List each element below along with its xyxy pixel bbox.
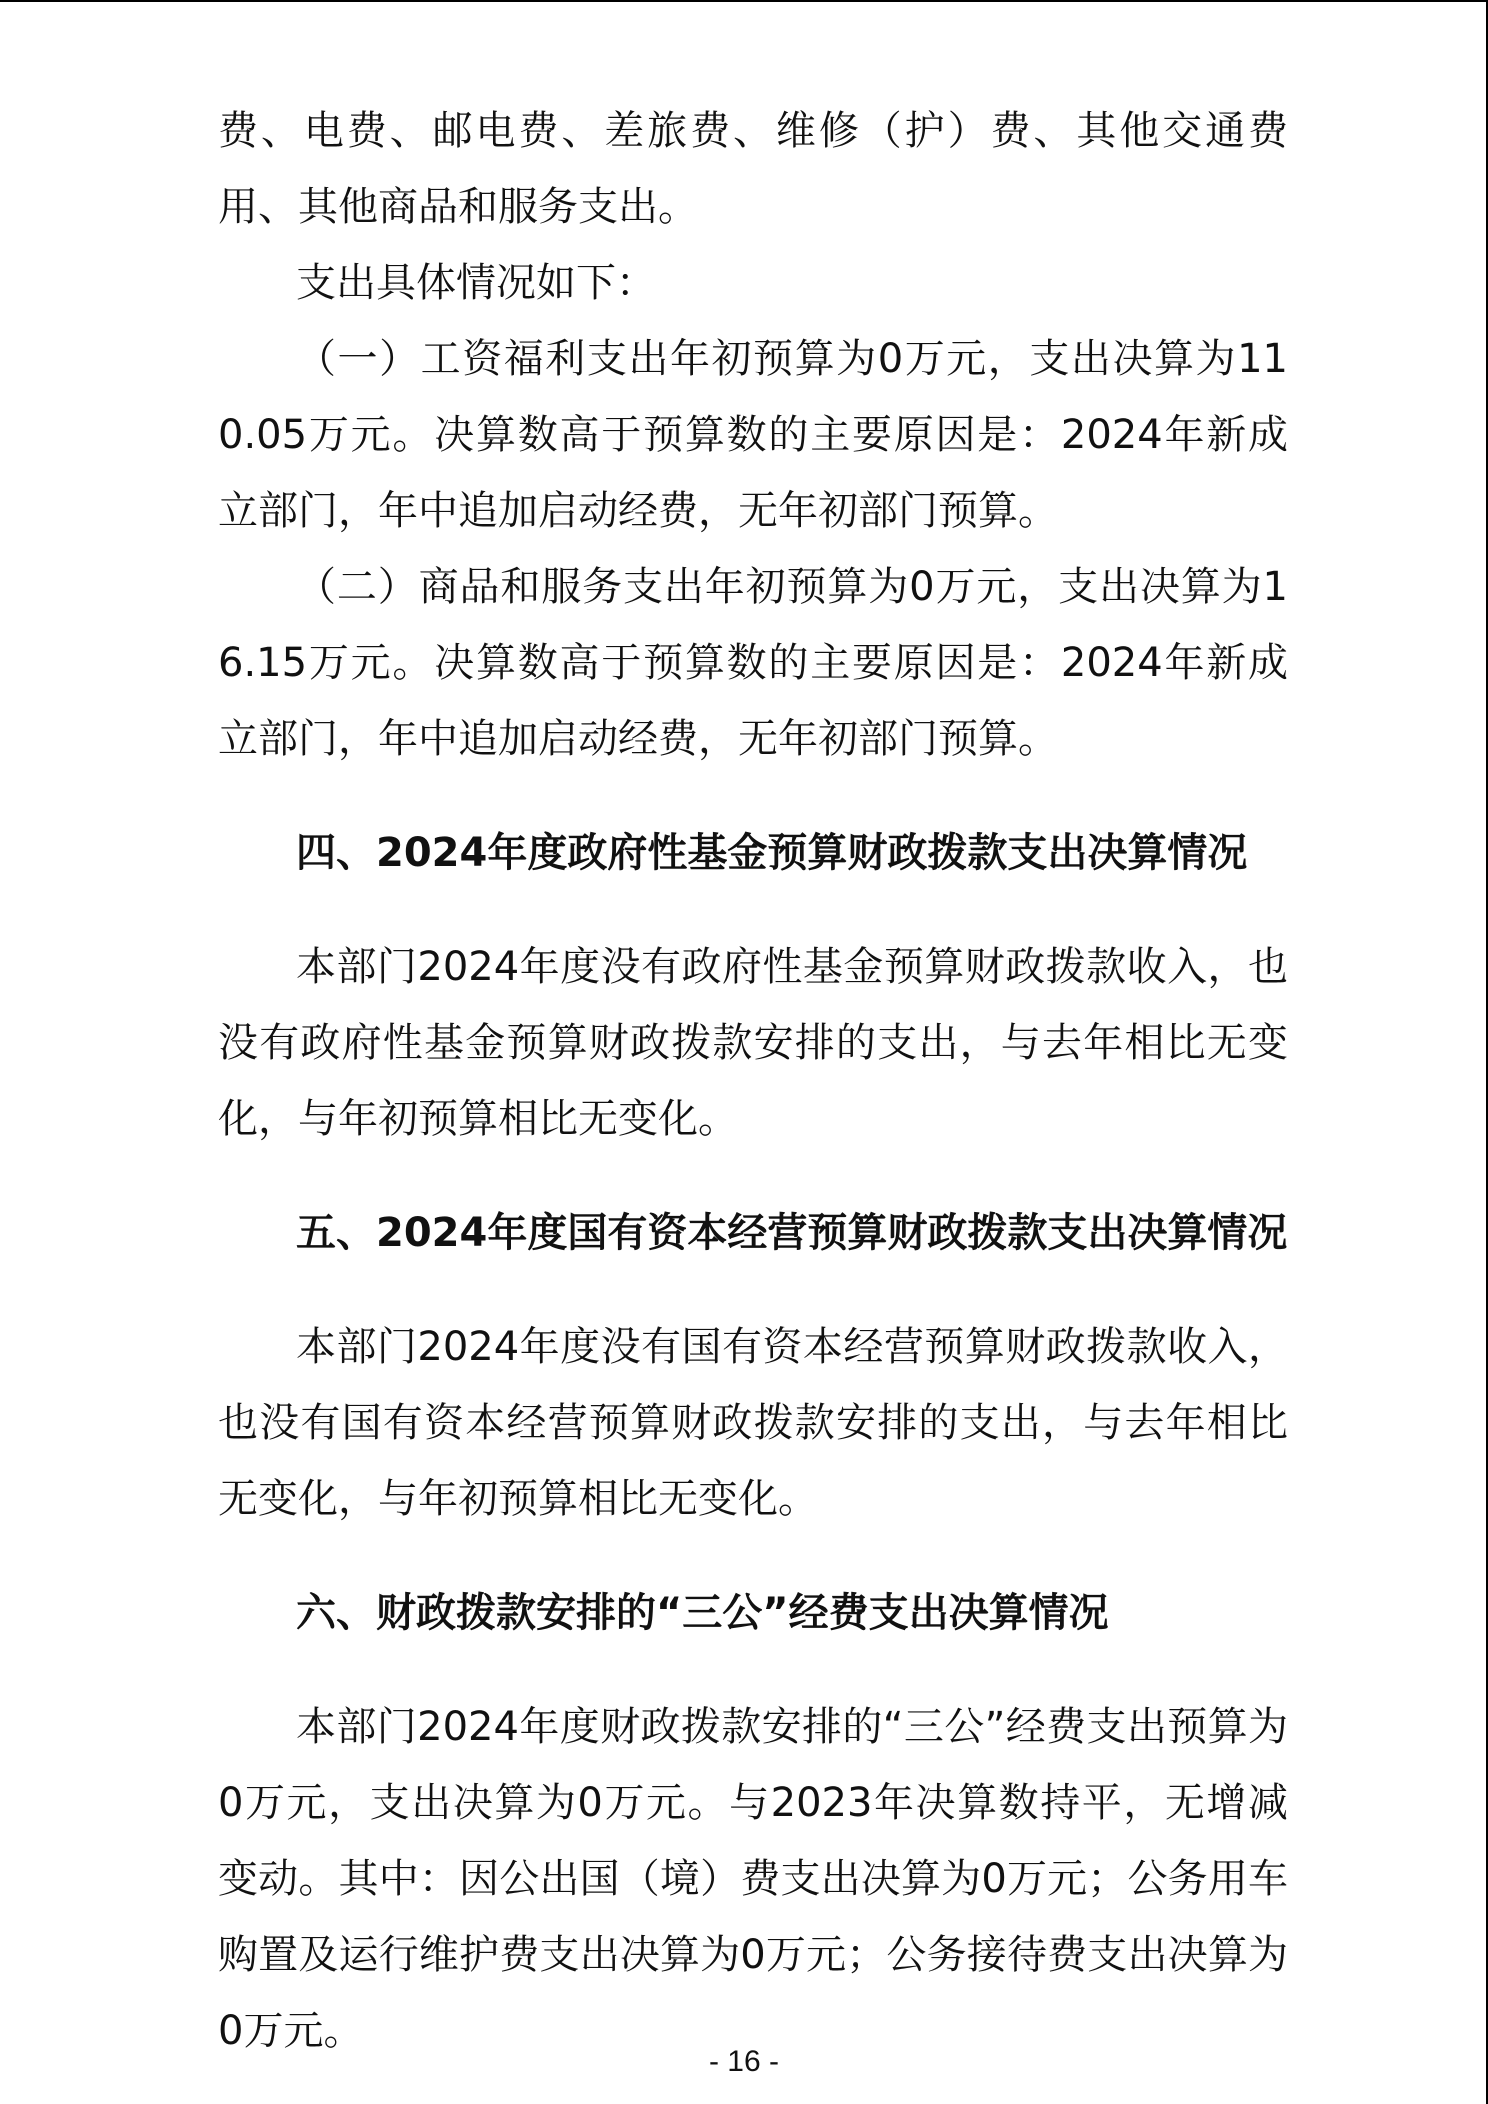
paragraph-government-fund: 本部门2024年度没有政府性基金预算财政拨款收入，也没有政府性基金预算财政拨款安排的支出，与去年相比无变化，与年初预算相比无变化。 xyxy=(218,944,1288,1142)
heading-three-public: 六、财政拨款安排的“三公”经费支出决算情况 xyxy=(296,1590,1109,1636)
heading-government-fund: 四、2024年度政府性基金预算财政拨款支出决算情况 xyxy=(296,830,1248,876)
document-body xyxy=(218,93,1288,2069)
page-number: - 16 - xyxy=(708,2045,780,2078)
heading-state-capital: 五、2024年度国有资本经营预算财政拨款支出决算情况 xyxy=(296,1210,1288,1256)
paragraph-goods-services: （二）商品和服务支出年初预算为0万元，支出决算为16.15万元。决算数高于预算数的主要原因是：2024年新成立部门，年中追加启动经费，无年初部门预算。 xyxy=(218,564,1288,762)
paragraph-continuation: 费、电费、邮电费、差旅费、维修（护）费、其他交通费用、其他商品和服务支出。 xyxy=(218,108,1288,230)
paragraph-expense-intro: 支出具体情况如下： xyxy=(296,260,656,306)
paragraph-salary-welfare: （一）工资福利支出年初预算为0万元，支出决算为110.05万元。决算数高于预算数的主要原因是：2024年新成立部门，年中追加启动经费，无年初部门预算。 xyxy=(218,336,1288,534)
paragraph-three-public: 本部门2024年度财政拨款安排的“三公”经费支出预算为0万元，支出决算为0万元。与2023年决算数持平，无增减变动。其中：因公出国（境）费支出决算为0万元；公务用车购置及运行维护费支出决算为0万元；公务接待费支出决算为0万元。 xyxy=(218,1704,1288,2054)
paragraph-state-capital: 本部门2024年度没有国有资本经营预算财政拨款收入，也没有国有资本经营预算财政拨款安排的支出，与去年相比无变化，与年初预算相比无变化。 xyxy=(218,1324,1288,1522)
page-border-top xyxy=(0,0,1488,2)
